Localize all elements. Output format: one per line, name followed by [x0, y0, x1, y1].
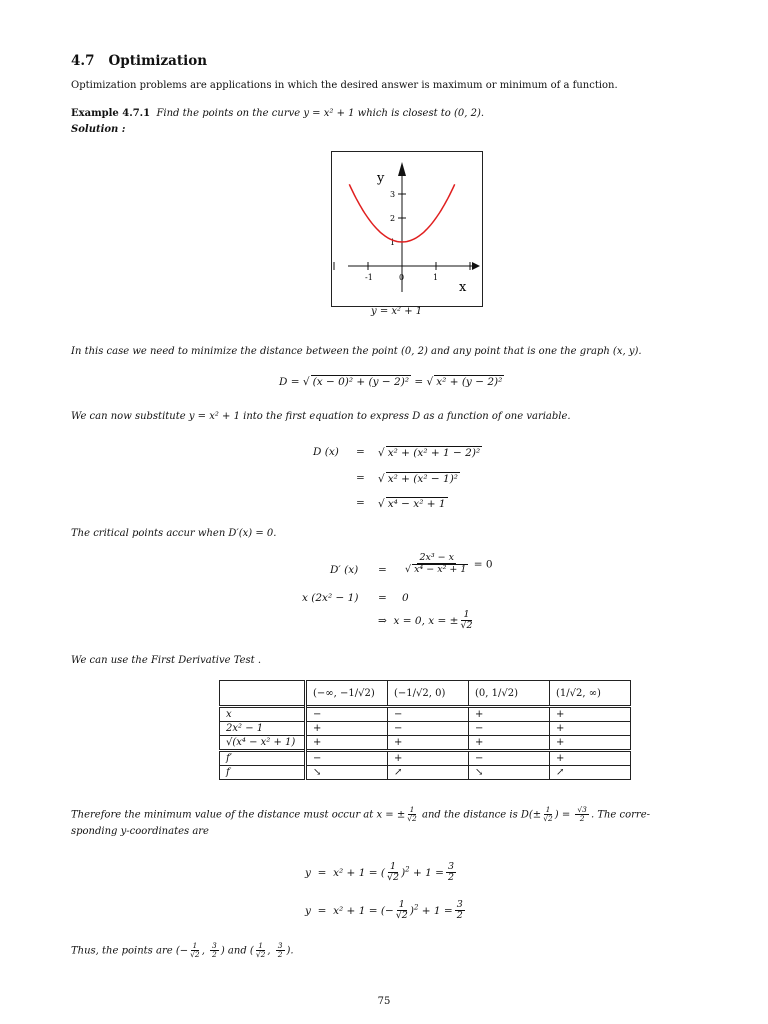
example-statement — [71, 108, 484, 119]
dx-line1: √ x² + (x² + 1 − 2)² — [378, 447, 481, 459]
implication: ⇒ x = 0, x = ± $\frac{1}{√2}$ — [378, 609, 473, 632]
table-header-cell: (0, 1/√2) — [469, 681, 550, 707]
y-axis-label: y — [377, 171, 385, 186]
dx-line3: √ x⁴ − x² + 1 — [378, 498, 446, 510]
derivative-fraction: $\frac{\text{2x³ − x}}{\text{√ x⁴ − x² + 1}}$ = 0 — [405, 552, 493, 576]
y-eq2: y = x² + 1 = (− $\frac{1}{√2}$ )$^2$ + 1 = $\frac{3}{2}$ — [305, 899, 463, 922]
table-row: √(x⁴ − x² + 1) + + + + — [220, 736, 631, 751]
eq-d-sqrt1: (x − 0)² + (y − 2)² — [312, 376, 410, 388]
factored-lhs: x (2x² − 1) — [302, 592, 359, 604]
table-row: f ↘ ↗ ↘ ↗ — [220, 766, 631, 780]
section-heading — [71, 53, 207, 69]
derivative-eq: = — [378, 564, 387, 576]
factored-eq: = — [378, 592, 387, 604]
y-tick-label: 1 — [390, 238, 396, 247]
example-label: Example 4.7.1 — [71, 108, 151, 119]
derivative-lhs: D′ (x) — [330, 564, 359, 576]
x-tick-label: -1 — [365, 273, 373, 282]
table-row: f′ − + − + — [220, 751, 631, 766]
figure-frame — [331, 151, 483, 307]
eq-d-equals: = — [414, 376, 424, 388]
first-derivative-table — [219, 680, 631, 780]
x-tick-label: 1 — [433, 273, 439, 282]
table-row: 2x² − 1 + − − + — [220, 722, 631, 736]
distance-equation: D = √ (x − 0)² + (y − 2)² = √ x² + (y − 2)² — [279, 376, 503, 388]
dx-eq1: = — [356, 446, 365, 458]
x-axis-label: x — [459, 280, 467, 295]
dx-eq2: = — [356, 472, 365, 484]
table-row: x − − + + — [220, 707, 631, 722]
dx-eq3: = — [356, 497, 365, 509]
paragraph-minimize: In this case we need to minimize the distance between the point (0, 2) and any point that is one the graph (x, y). — [71, 346, 642, 357]
paragraph-coordinates: sponding y-coordinates are — [71, 826, 209, 837]
x-tick-label: 0 — [399, 273, 405, 282]
paragraph-critical: The critical points accur when D′(x) = 0. — [71, 528, 277, 539]
eq-d-sqrt2: x² + (y − 2)² — [436, 376, 503, 388]
y-eq1: y = x² + 1 = ( $\frac{1}{√2}$ )$^2$ + 1 = $\frac{3}{2}$ — [305, 861, 454, 884]
eq-d-lhs: D = — [279, 376, 300, 388]
table-header-cell: (1/√2, ∞) — [550, 681, 631, 707]
dx-lhs: D (x) — [313, 446, 339, 458]
y-tick-label: 2 — [390, 214, 396, 223]
solution-label: Solution : — [71, 124, 126, 135]
section-number: 4.7 — [71, 53, 95, 69]
table-header-cell: (−1/√2, 0) — [388, 681, 469, 707]
table-header-cell: (−∞, −1/√2) — [306, 681, 388, 707]
figure-caption: y = x² + 1 — [371, 306, 423, 317]
parabola-chart — [332, 152, 482, 306]
paragraph-fdt: We can use the First Derivative Test . — [71, 655, 262, 666]
section-title: Optimization — [108, 53, 208, 69]
y-tick-label: 3 — [390, 190, 396, 199]
intro-paragraph: Optimization problems are applications in which the desired answer is maximum or minimum of a function. — [71, 80, 618, 91]
table-header-cell — [220, 681, 306, 707]
paragraph-points: Thus, the points are (− $\frac{1}{√2}$ , $\frac{3}{2}$ ) and ( $\frac{1}{√2}$ , $\frac{3}{2}$ ). — [71, 941, 294, 960]
page-number: 75 — [377, 996, 391, 1007]
factored-rhs: 0 — [402, 592, 409, 604]
paragraph-conclusion: Therefore the minimum value of the distance must occur at x = ± $\frac{1}{√2}$ and the distance is D(± $\frac{1}{√2}$ ) = $\frac{√3}{2}$ . The corre- — [71, 805, 650, 824]
example-text: Find the points on the curve y = x² + 1 which is closest to (0, 2). — [156, 108, 485, 119]
dx-line2: √ x² + (x² − 1)² — [378, 473, 458, 485]
table-header-row — [220, 681, 631, 707]
paragraph-substitute: We can now substitute y = x² + 1 into the first equation to express D as a function of one variable. — [71, 411, 571, 422]
